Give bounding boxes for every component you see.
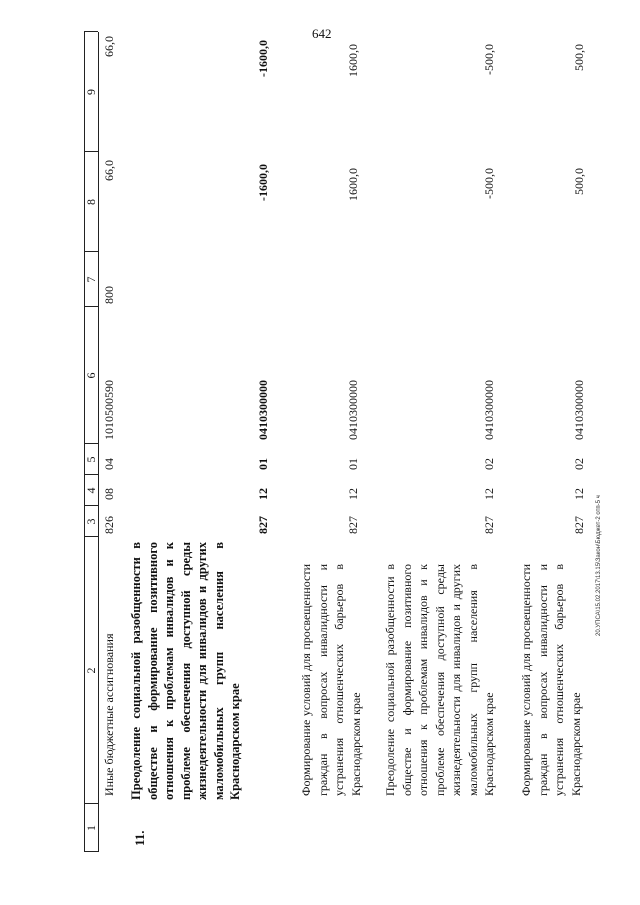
row-1-num: 11.	[132, 830, 147, 846]
header-col-8: 8	[84, 199, 98, 205]
row-4-c4: 12	[572, 488, 586, 500]
row-3-c6: 0410300000	[482, 380, 496, 440]
row-4-c6: 0410300000	[572, 380, 586, 440]
budget-table	[84, 22, 604, 852]
row-4-c9: 500,0	[572, 44, 586, 71]
row-3-c5: 02	[482, 458, 496, 470]
header-col-6: 6	[84, 372, 98, 379]
header-col-4: 4	[84, 487, 98, 494]
row-2-c9: 1600,0	[346, 44, 360, 77]
row-2-c3: 827	[346, 516, 360, 534]
table-grid	[84, 32, 604, 852]
header-col-9: 9	[84, 89, 98, 95]
row-0-c8: 66,0	[102, 160, 116, 181]
header-col-2: 2	[84, 667, 98, 674]
row-4-name: Формирование условий для просвещенности граждан в вопросах инвалидности и устранения отношенческих барьеров в Краснодарском крае	[519, 564, 583, 796]
row-4-c5: 02	[572, 458, 586, 470]
row-0-c3: 826	[102, 516, 116, 534]
header-col-3: 3	[84, 518, 98, 525]
row-3-c8: -500,0	[482, 168, 496, 199]
row-2-c8: 1600,0	[346, 168, 360, 201]
row-0-c4: 08	[102, 488, 116, 500]
header-col-5: 5	[84, 456, 98, 463]
row-4-c8: 500,0	[572, 168, 586, 195]
row-2-c4: 12	[346, 488, 360, 500]
row-1-c5: 01	[256, 458, 270, 470]
row-1-c6: 0410300000	[256, 380, 270, 440]
footer-code: 20.УПСА\15.02.2017\13.15\Закон\Бюджет-2 отп-5 ч	[596, 495, 602, 636]
header-col-7: 7	[84, 276, 98, 283]
row-3-name: Преодоление социальной разобщенности в обществе и формирование позитивного отношения к проблемам инвалидов и к проблеме обеспечения доступной среды жизнедеятельности для инвалидов и других маломобильных групп населения в Краснодарском крае	[383, 564, 496, 796]
row-0-c9: 66,0	[102, 36, 116, 57]
header-bottom-border	[98, 32, 99, 852]
row-1-c8: -1600,0	[256, 164, 270, 201]
row-2-c5: 01	[346, 458, 360, 470]
row-0-c6: 1010500590	[102, 380, 116, 440]
row-0-name: Иные бюджетные ассигнования	[102, 633, 116, 796]
row-1-c3: 827	[256, 516, 270, 534]
row-0-c5: 04	[102, 458, 116, 470]
row-3-c9: -500,0	[482, 44, 496, 75]
row-2-name: Формирование условий для просвещенности граждан в вопросах инвалидности и устранения отношенческих барьеров в Краснодарском крае	[299, 564, 363, 796]
row-2-c6: 0410300000	[346, 380, 360, 440]
row-3-c3: 827	[482, 516, 496, 534]
header-col-1: 1	[84, 825, 98, 831]
row-4-c3: 827	[572, 516, 586, 534]
row-1-c9: -1600,0	[256, 40, 270, 77]
row-3-c4: 12	[482, 488, 496, 500]
page-number: 642	[312, 26, 332, 41]
row-1-name: Преодоление социальной разобщенности в обществе и формирование позитивного отношения к проблемам инвалидов и к проблеме обеспечения доступной среды жизнедеятельности для инвалидов и других маломобильных групп населения в Краснодарском крае	[129, 542, 242, 800]
row-1-c4: 12	[256, 488, 270, 500]
row-0-c7: 800	[102, 286, 116, 304]
